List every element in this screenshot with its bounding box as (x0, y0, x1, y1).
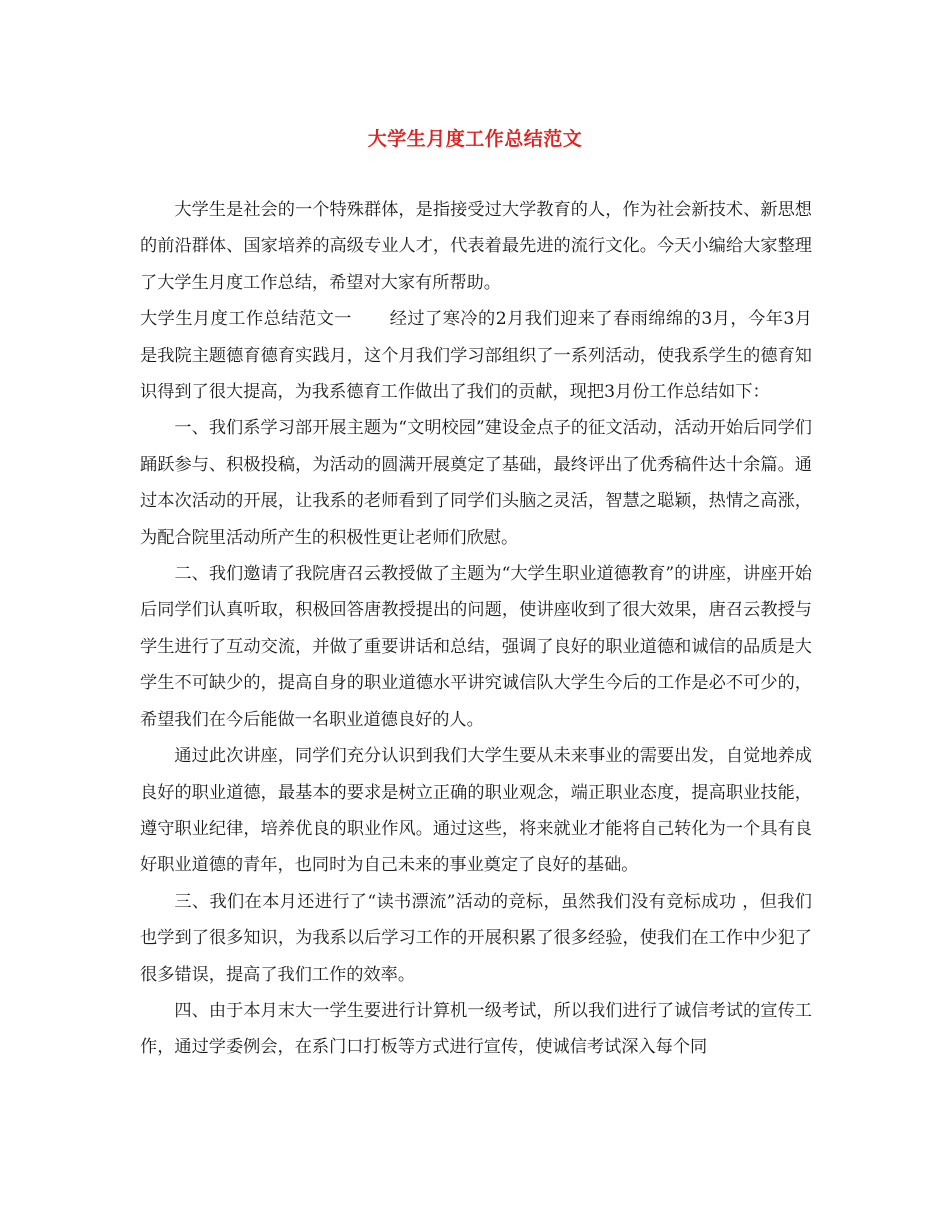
body-paragraph-3: 通过此次讲座，同学们充分认识到我们大学生要从未来事业的需要出发，自觉地养成良好的职业道德，最基本的要求是树立正确的职业观念，端正职业态度，提高职业技能，遵守职业纪律，培养优良的职业作风。通过这些，将来就业才能将自己转化为一个具有良好职业道德的青年，也同时为自己未来的事业奠定了良好的基础。 (140, 746, 812, 876)
document-body (140, 192, 812, 1066)
section-paragraph (140, 301, 812, 410)
body-paragraph-2: 二、我们邀请了我院唐召云教授做了主题为“大学生职业道德教育”的讲座，讲座开始后同学们认真听取，积极回答唐教授提出的问题，使讲座收到了很大效果，唐召云教授与学生进行了互动交流，并做了重要讲话和总结，强调了良好的职业道德和诚信的品质是大学生不可缺少的，提高自身的职业道德水平讲究诚信队大学生今后的工作是必不可少的，希望我们在今后能做一名职业道德良好的人。 (140, 564, 812, 730)
section-heading: 大学生月度工作总结范文一 (140, 309, 352, 330)
section-lead-text: 经过了寒冷的2月我们迎来了春雨绵绵的3月，今年3月是我院主题德育德育实践月，这个月我们学习部组织了一系列活动，使我系学生的德育知识得到了很大提高，为我系德育工作做出了我们的贡献，现把3月份工作总结如下： (140, 309, 812, 403)
intro-paragraph: 大学生是社会的一个特殊群体，是指接受过大学教育的人，作为社会新技术、新思想的前沿群体、国家培养的高级专业人才，代表着最先进的流行文化。今天小编给大家整理了大学生月度工作总结，希望对大家有所帮助。 (140, 200, 812, 293)
body-paragraph-4: 三、我们在本月还进行了“读书漂流”活动的竞标，虽然我们没有竞标成功 ，但我们也学到了很多知识，为我系以后学习工作的开展积累了很多经验，使我们在工作中少犯了很多错误，提高了我们工作的效率。 (140, 891, 812, 985)
document-title: 大学生月度工作总结范文 (367, 128, 583, 150)
body-paragraph-1: 一、我们系学习部开展主题为“文明校园”建设金点子的征文活动，活动开始后同学们踊跃参与、积极投稿，为活动的圆满开展奠定了基础，最终评出了优秀稿件达十余篇。通过本次活动的开展，让我系的老师看到了同学们头脑之灵活，智慧之聪颖，热情之高涨，为配合院里活动所产生的积极性更让老师们欣慰。 (140, 418, 812, 548)
body-paragraph-5: 四、由于本月末大一学生要进行计算机一级考试，所以我们进行了诚信考试的宣传工作，通过学委例会，在系门口打板等方式进行宣传，使诚信考试深入每个同 (140, 1000, 812, 1058)
